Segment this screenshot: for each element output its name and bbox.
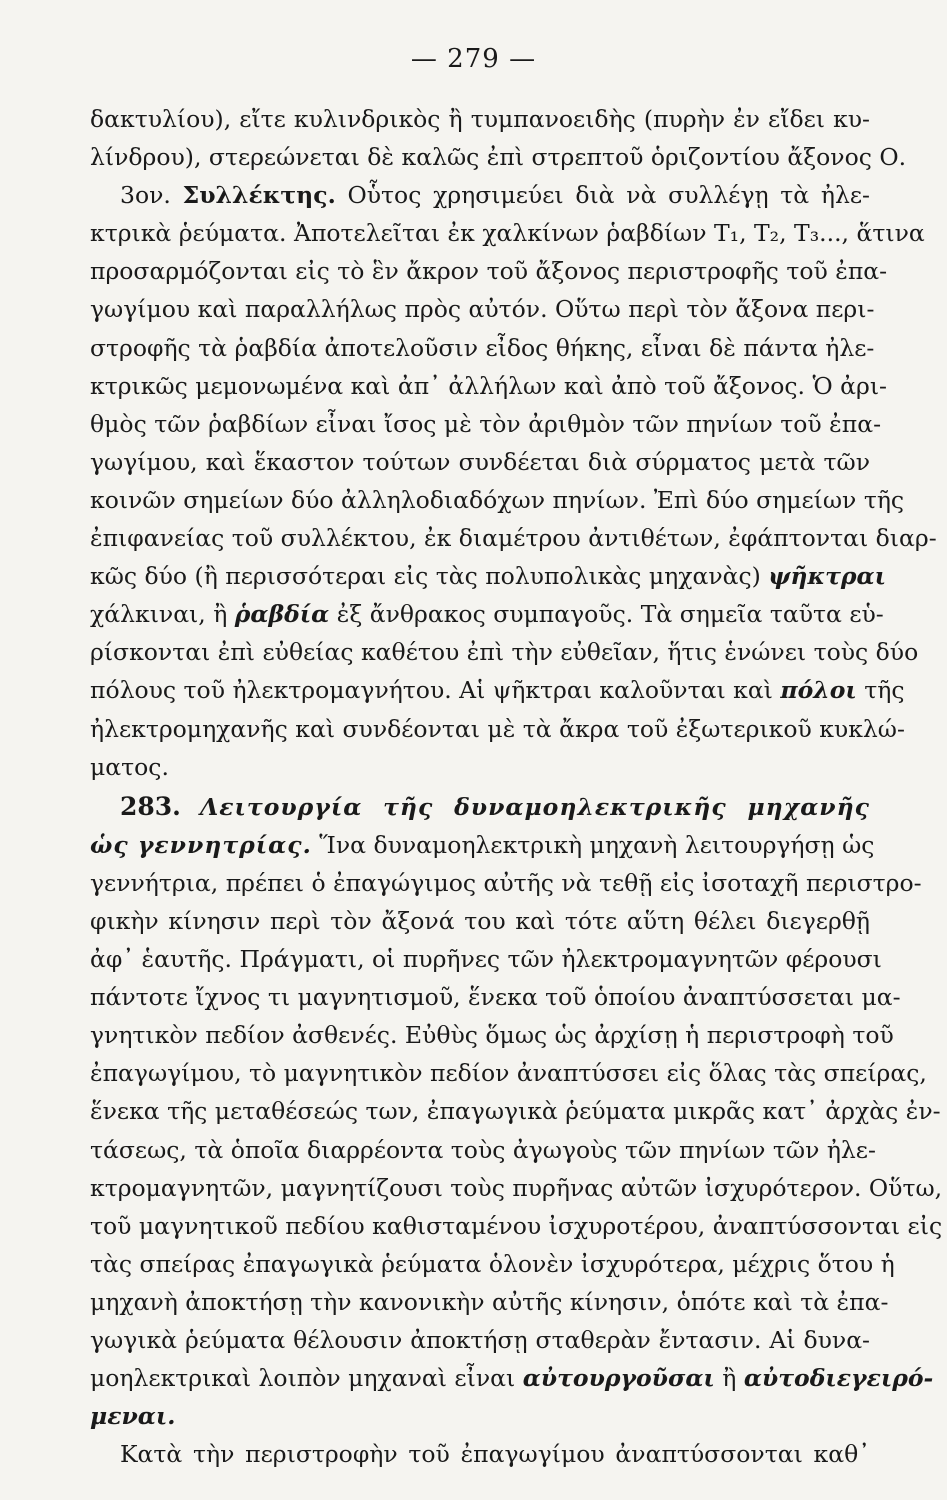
text-line	[90, 671, 905, 709]
text-line: μεναι.	[90, 1402, 176, 1431]
text-line	[90, 595, 884, 633]
text-line: ἐπαγωγίμου, τὸ μαγνητικὸν πεδίον ἀναπτύσσει εἰς ὅλας τὰς σπείρας,	[90, 1059, 927, 1088]
text-line	[90, 176, 870, 214]
text-line: κτρικῶς μεμονωμένα καὶ ἀπ᾿ ἀλλήλων καὶ ἀπὸ τοῦ ἄξονος. Ὁ ἀρι-	[90, 371, 887, 400]
page-number: — 279 —	[410, 44, 537, 74]
section-number: 283.	[120, 791, 181, 821]
text-line: μηχανὴ ἀποκτήσῃ τὴν κανονικὴν αὐτῆς κίνησιν, ὁπότε καὶ τὰ ἐπα-	[90, 1287, 889, 1316]
section-heading-line	[90, 788, 870, 826]
text-line: γεννήτρια, πρέπει ὁ ἐπαγώγιμος αὐτῆς νὰ τεθῇ εἰς ἰσοταχῆ περιστρο-	[90, 868, 922, 897]
text-line: φικὴν κίνησιν περὶ τὸν ἄξονά του καὶ τότε αὕτη θέλει διεγερθῇ	[90, 906, 870, 935]
text-fragment: τῆς	[864, 676, 905, 705]
text-line: γωγίμου, καὶ ἕκαστον τούτων συνδέεται διὰ σύρματος μετὰ τῶν	[90, 447, 870, 476]
text-line: ἕνεκα τῆς μεταθέσεώς των, ἐπαγωγικὰ ῥεύματα μικρᾶς κατ᾿ ἀρχὰς ἐν-	[90, 1097, 941, 1126]
text-line: ἐπιφανείας τοῦ συλλέκτου, ἐκ διαμέτρου ἀντιθέτων, ἐφάπτονται διαρ-	[90, 524, 937, 553]
text-line: ματος.	[90, 752, 169, 781]
text-line	[90, 1359, 934, 1397]
text-fragment: ἢ	[722, 1364, 737, 1393]
text-line: γωγίμου καὶ παραλλήλως πρὸς αὐτόν. Οὕτω περὶ τὸν ἄξονα περι-	[90, 295, 875, 324]
text-line: γνητικὸν πεδίον ἀσθενές. Εὐθὺς ὅμως ὡς ἀρχίσῃ ἡ περιστροφὴ τοῦ	[90, 1021, 894, 1050]
text-fragment: Ἵνα δυναμοηλεκτρικὴ μηχανὴ λειτουργήσῃ ὡς	[319, 830, 875, 859]
text-line: τοῦ μαγνητικοῦ πεδίου καθισταμένου ἰσχυροτέρου, ἀναπτύσσονται εἰς	[90, 1211, 943, 1240]
text-line: στροφῆς τὰ ῥαβδία ἀποτελοῦσιν εἶδος θήκης, εἶναι δὲ πάντα ἠλε-	[90, 333, 875, 362]
text-line: πάντοτε ἴχνος τι μαγνητισμοῦ, ἕνεκα τοῦ ὁποίου ἀναπτύσσεται μα-	[90, 983, 901, 1012]
term-aftodiegeiromenai: αὐτοδιεγειρό-	[743, 1364, 934, 1393]
text-line: ἀφ᾿ ἑαυτῆς. Πράγματι, οἱ πυρῆνες τῶν ἠλεκτρομαγνητῶν φέρουσι	[90, 945, 882, 974]
text-line: Κατὰ τὴν περιστροφὴν τοῦ ἐπαγωγίμου ἀναπτύσσονται καθ᾿	[120, 1440, 870, 1469]
text-line: προσαρμόζονται εἰς τὸ ἓν ἄκρον τοῦ ἄξονος περιστροφῆς τοῦ ἐπα-	[90, 257, 888, 286]
term-aftourgousai: αὐτουργοῦσαι	[522, 1364, 715, 1393]
term-psiktrai: ψῆκτραι	[768, 562, 887, 591]
page-body-text	[90, 100, 943, 1473]
text-line: κοινῶν σημείων δύο ἀλληλοδιαδόχων πηνίων. Ἐπὶ δύο σημείων τῆς	[90, 485, 905, 514]
text-fragment: ἐξ ἄνθρακος συμπαγοῦς. Τὰ σημεῖα ταῦτα εὑ-	[336, 600, 884, 629]
text-fragment: κῶς δύο (ἢ περισσότεραι εἰς τὰς πολυπολικὰς μηχανὰς)	[90, 562, 761, 591]
text-line: τὰς σπείρας ἐπαγωγικὰ ῥεύματα ὁλονὲν ἰσχυρότερα, μέχρις ὅτου ἡ	[90, 1249, 895, 1278]
term-ravdia: ῥαβδία	[234, 600, 330, 629]
section-title: Λειτουργία τῆς δυναμοηλεκτρικῆς μηχανῆς	[200, 792, 870, 821]
text-fragment: χάλκιναι, ἢ	[90, 600, 228, 629]
text-fragment: μοηλεκτρικαὶ λοιπὸν μηχαναὶ εἶναι	[90, 1364, 516, 1393]
text-line	[90, 826, 875, 864]
term-poloi: πόλοι	[780, 676, 857, 705]
section-title-continued: ὡς γεννητρίας.	[90, 830, 312, 859]
text-line: κτρομαγνητῶν, μαγνητίζουσι τοὺς πυρῆνας αὐτῶν ἰσχυρότερον. Οὕτω,	[90, 1173, 943, 1202]
term-sylletktis: Συλλέκτης.	[182, 181, 336, 210]
text-line: γωγικὰ ῥεύματα θέλουσιν ἀποκτήσῃ σταθερὰν ἔντασιν. Αἱ δυνα-	[90, 1326, 870, 1354]
text-fragment: Οὗτος χρησιμεύει διὰ νὰ συλλέγῃ τὰ ἠλε-	[347, 181, 870, 210]
text-line: τάσεως, τὰ ὁποῖα διαρρέοντα τοὺς ἀγωγοὺς τῶν πηνίων τῶν ἠλε-	[90, 1135, 876, 1164]
text-fragment: πόλους τοῦ ἠλεκτρομαγνήτου. Αἱ ψῆκτραι καλοῦνται καὶ	[90, 676, 773, 705]
text-line: κτρικὰ ῥεύματα. Ἀποτελεῖται ἐκ χαλκίνων ῥαβδίων Τ₁, Τ₂, Τ₃..., ἅτινα	[90, 219, 925, 248]
text-line: θμὸς τῶν ῥαβδίων εἶναι ἴσος μὲ τὸν ἀριθμὸν τῶν πηνίων τοῦ ἐπα-	[90, 409, 882, 438]
text-line	[90, 557, 887, 595]
text-line: δακτυλίου), εἴτε κυλινδρικὸς ἢ τυμπανοειδὴς (πυρὴν ἐν εἴδει κυ-	[90, 105, 870, 133]
text-line: ἠλεκτρομηχανῆς καὶ συνδέονται μὲ τὰ ἄκρα τοῦ ἐξωτερικοῦ κυκλώ-	[90, 714, 905, 743]
text-line: λίνδρου), στερεώνεται δὲ καλῶς ἐπὶ στρεπτοῦ ὁριζοντίου ἄξονος Ο.	[90, 143, 907, 172]
text-line: ρίσκονται ἐπὶ εὐθείας καθέτου ἐπὶ τὴν εὐθεῖαν, ἥτις ἑνώνει τοὺς δύο	[90, 638, 919, 667]
section-marker: 3ον.	[120, 181, 171, 210]
